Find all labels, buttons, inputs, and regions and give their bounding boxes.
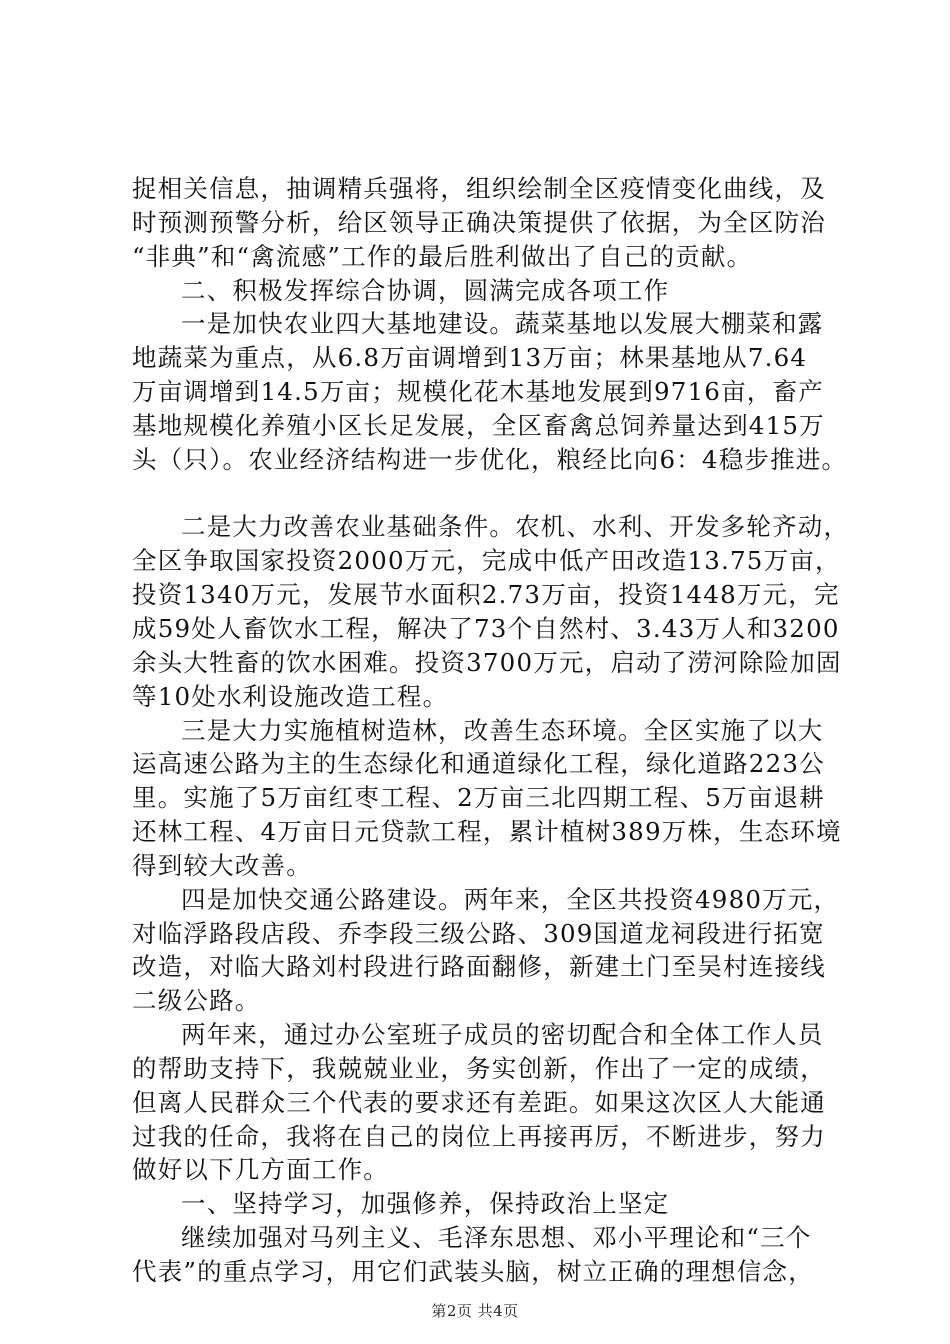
paragraph-line: 对临浮路段店段、乔李段三级公路、309国道龙祠段进行拓宽 [132,919,825,948]
section-heading: 一、坚持学习，加强修养，保持政治上坚定 [181,1189,670,1218]
paragraph-line: 还林工程、4万亩日元贷款工程，累计植树389万株，生态环境 [132,817,842,846]
paragraph-line: 里。实施了5万亩红枣工程、2万亩三北四期工程、5万亩退耕 [132,783,825,812]
paragraph-line: 地蔬菜为重点，从6.8万亩调增到13万亩；林果基地从7.64 [132,343,808,372]
paragraph-line: 余头大牲畜的饮水困难。投资3700万元，启动了涝河除险加固 [132,648,842,677]
paragraph-line: 时预测预警分析，给区领导正确决策提供了依据，为全区防治 [132,208,826,237]
paragraph-line: 成59处人畜饮水工程，解决了73个自然村、3.43万人和3200 [132,614,840,643]
paragraph-line: 两年来，通过办公室班子成员的密切配合和全体工作人员 [181,1020,824,1049]
paragraph-line: 但离人民群众三个代表的要求还有差距。如果这次区人大能通 [132,1088,826,1117]
section-heading: 二、积极发挥综合协调，圆满完成各项工作 [181,276,670,305]
page-number-footer: 第2页 共4页 [431,1302,519,1320]
paragraph-line: 的帮助支持下，我兢兢业业，务实创新，作出了一定的成绩， [132,1054,826,1083]
paragraph-line: “非典”和“禽流感”工作的最后胜利做出了自己的贡献。 [132,242,753,271]
paragraph-line: 四是加快交通公路建设。两年来，全区共投资4980万元， [181,885,840,914]
paragraph-line: 万亩调增到14.5万亩；规模化花木基地发展到9716亩，畜产 [132,377,824,406]
paragraph-line: 得到较大改善。 [132,851,312,880]
paragraph-line: 运高速公路为主的生态绿化和通道绿化工程，绿化道路223公 [132,749,825,778]
paragraph-line: 全区争取国家投资2000万元，完成中低产田改造13.75万亩， [132,546,841,575]
paragraph-line: 捉相关信息，抽调精兵强将，组织绘制全区疫情变化曲线，及 [132,174,826,203]
paragraph-line: 头（只）。农业经济结构进一步优化，粮经比向6：4稳步推进。 [132,445,848,474]
paragraph-line: 代表”的重点学习，用它们武装头脑，树立正确的理想信念， [132,1257,814,1286]
paragraph-line: 三是大力实施植树造林，改善生态环境。全区实施了以大 [181,716,824,745]
paragraph-line: 基地规模化养殖小区长足发展，全区畜禽总饲养量达到415万 [132,411,825,440]
paragraph-line: 过我的任命，我将在自己的岗位上再接再厉，不断进步，努力 [132,1122,826,1151]
paragraph-line: 二级公路。 [132,986,261,1015]
paragraph-line: 继续加强对马列主义、毛泽东思想、邓小平理论和“三个 [181,1223,812,1252]
paragraph-line: 做好以下几方面工作。 [132,1155,389,1184]
paragraph-line: 投资1340万元，发展节水面积2.73万亩，投资1448万元，完 [132,580,840,609]
paragraph-line: 一是加快农业四大基地建设。蔬菜基地以发展大棚菜和露 [181,309,824,338]
paragraph-line: 改造，对临大路刘村段进行路面翻修，新建土门至吴村连接线 [132,952,826,981]
paragraph-line: 等10处水利设施改造工程。 [132,682,449,711]
paragraph-line: 二是大力改善农业基础条件。农机、水利、开发多轮齐动， [181,512,850,541]
